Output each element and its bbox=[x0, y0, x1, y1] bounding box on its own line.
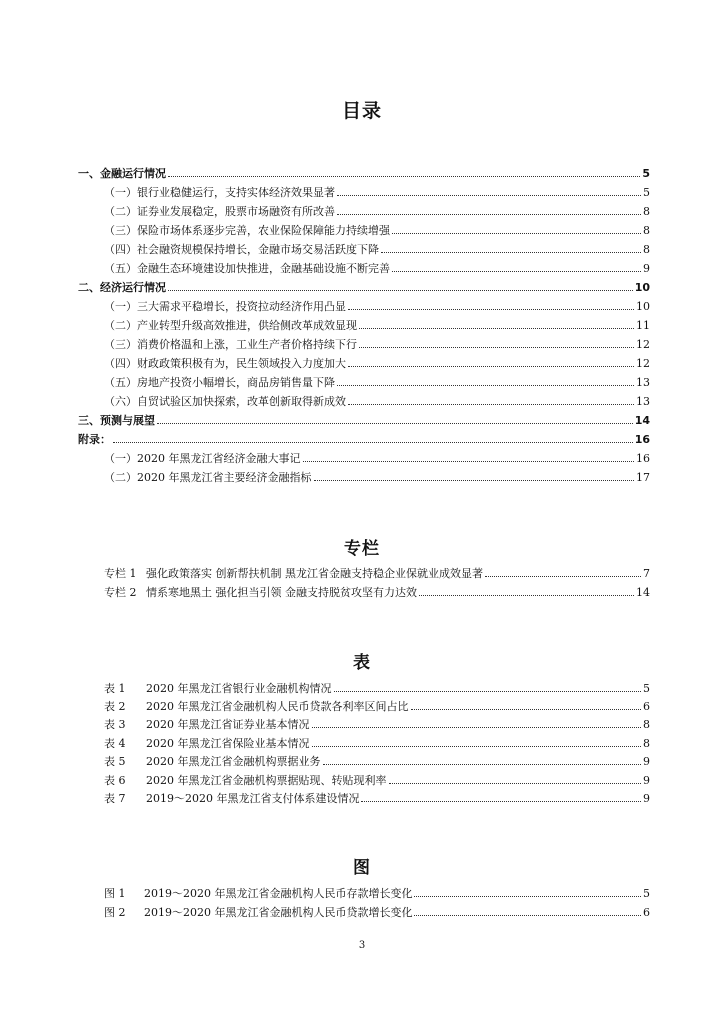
toc-entry-label: （四）财政政策积极有为，民生领域投入力度加大 bbox=[104, 357, 346, 370]
leader-dots bbox=[337, 383, 634, 386]
toc-entry-page: 8 bbox=[643, 224, 650, 237]
toc-entry[interactable] bbox=[104, 470, 650, 484]
toc-entry-page: 13 bbox=[636, 395, 650, 408]
table-entry-text: 2020 年黑龙江省银行业金融机构情况 bbox=[146, 682, 332, 695]
toc-entry[interactable] bbox=[104, 375, 650, 389]
toc-entry[interactable] bbox=[104, 185, 650, 199]
toc-entry[interactable] bbox=[104, 204, 650, 218]
table-entry-prefix: 表 4 bbox=[104, 737, 126, 750]
leader-dots bbox=[337, 193, 641, 196]
table-entry-text: 2020 年黑龙江省金融机构票据业务 bbox=[146, 755, 321, 768]
figure-entry-label bbox=[104, 887, 412, 900]
toc-entry-page: 17 bbox=[636, 471, 650, 484]
leader-dots bbox=[419, 593, 634, 596]
column-entry-label bbox=[104, 586, 417, 599]
toc-entry-page: 16 bbox=[634, 433, 650, 446]
leader-dots bbox=[312, 744, 642, 747]
toc-entry-label: （四）社会融资规模保持增长，金融市场交易活跃度下降 bbox=[104, 243, 379, 256]
toc-entry[interactable] bbox=[104, 318, 650, 332]
leader-dots bbox=[303, 459, 635, 462]
leader-dots bbox=[485, 574, 641, 577]
toc-entry[interactable] bbox=[104, 299, 650, 313]
leader-dots bbox=[389, 781, 642, 784]
leader-dots bbox=[392, 231, 641, 234]
table-entry-label bbox=[104, 755, 321, 768]
toc-entry-label: （六）自贸试验区加快探索，改革创新取得新成效 bbox=[104, 395, 346, 408]
leader-dots bbox=[359, 345, 634, 348]
toc-entry-label: 一、金融运行情况 bbox=[78, 167, 166, 180]
leader-dots bbox=[392, 269, 641, 272]
table-entry-text: 2020 年黑龙江省金融机构票据贴现、转贴现利率 bbox=[146, 774, 387, 787]
table-entry[interactable] bbox=[104, 736, 650, 750]
table-entry[interactable] bbox=[104, 717, 650, 731]
toc-entry-label: （五）房地产投资小幅增长，商品房销售量下降 bbox=[104, 376, 335, 389]
toc-entry[interactable] bbox=[78, 280, 650, 294]
toc-entry-page: 12 bbox=[636, 338, 650, 351]
table-entry[interactable] bbox=[104, 791, 650, 805]
table-entry-label bbox=[104, 718, 310, 731]
column-entry-page: 7 bbox=[643, 567, 650, 580]
column-entry-prefix: 专栏 2 bbox=[104, 586, 137, 599]
table-entry-page: 9 bbox=[643, 774, 650, 787]
column-entry-text: 强化政策落实 创新帮扶机制 黑龙江省金融支持稳企业保就业成效显著 bbox=[146, 567, 483, 580]
table-entry-page: 9 bbox=[643, 755, 650, 768]
table-entry-label bbox=[104, 682, 332, 695]
toc-entry-label: （一）银行业稳健运行，支持实体经济效果显著 bbox=[104, 186, 335, 199]
figure-entry-label bbox=[104, 906, 412, 919]
column-entry-label bbox=[104, 567, 483, 580]
leader-dots bbox=[323, 762, 642, 765]
figure-entry[interactable] bbox=[104, 905, 650, 919]
toc-entry[interactable] bbox=[78, 166, 650, 180]
toc-entry-label: （二）2020 年黑龙江省主要经济金融指标 bbox=[104, 471, 312, 484]
column-entry[interactable] bbox=[104, 566, 650, 580]
leader-dots bbox=[157, 421, 633, 424]
toc-entry-page: 9 bbox=[643, 262, 650, 275]
table-entry-label bbox=[104, 700, 409, 713]
toc-title: 目录 bbox=[341, 100, 382, 122]
toc-entry-label: （五）金融生态环境建设加快推进，金融基础设施不断完善 bbox=[104, 262, 390, 275]
table-entry-label bbox=[104, 737, 310, 750]
leader-dots bbox=[348, 402, 634, 405]
toc-entry-page: 10 bbox=[636, 300, 650, 313]
leader-dots bbox=[361, 799, 641, 802]
leader-dots bbox=[168, 288, 633, 291]
leader-dots bbox=[359, 326, 634, 329]
figure-entry-text: 2019～2020 年黑龙江省金融机构人民币贷款增长变化 bbox=[144, 906, 413, 919]
toc-entry[interactable] bbox=[104, 337, 650, 351]
table-entry[interactable] bbox=[104, 754, 650, 768]
column-entry[interactable] bbox=[104, 585, 650, 599]
table-entry-text: 2020 年黑龙江省证券业基本情况 bbox=[146, 718, 310, 731]
columns-title: 专栏 bbox=[344, 539, 380, 559]
table-entry-prefix: 表 3 bbox=[104, 718, 126, 731]
leader-dots bbox=[312, 725, 642, 728]
toc-entry[interactable] bbox=[104, 223, 650, 237]
toc-entry[interactable] bbox=[104, 242, 650, 256]
table-entry-page: 8 bbox=[643, 718, 650, 731]
toc-entry-page: 12 bbox=[636, 357, 650, 370]
table-entry-prefix: 表 2 bbox=[104, 700, 126, 713]
table-entry-text: 2020 年黑龙江省金融机构人民币贷款各利率区间占比 bbox=[146, 700, 409, 713]
toc-entry-page: 16 bbox=[636, 452, 650, 465]
leader-dots bbox=[414, 894, 641, 897]
table-entry-prefix: 表 5 bbox=[104, 755, 126, 768]
table-entry-prefix: 表 6 bbox=[104, 774, 126, 787]
figure-entry-page: 5 bbox=[643, 887, 650, 900]
table-entry-prefix: 表 7 bbox=[104, 792, 126, 805]
toc-entry-page: 8 bbox=[643, 205, 650, 218]
toc-entry[interactable] bbox=[104, 394, 650, 408]
leader-dots bbox=[348, 364, 634, 367]
figure-entry[interactable] bbox=[104, 886, 650, 900]
column-entry-text: 情系寒地黑土 强化担当引领 金融支持脱贫攻坚有力达效 bbox=[146, 586, 417, 599]
toc-entry[interactable] bbox=[104, 451, 650, 465]
tables-title: 表 bbox=[353, 653, 371, 673]
table-entry-page: 9 bbox=[643, 792, 650, 805]
leader-dots bbox=[113, 440, 633, 443]
toc-entry-page: 13 bbox=[636, 376, 650, 389]
figure-entry-page: 6 bbox=[643, 906, 650, 919]
toc-entry[interactable] bbox=[104, 261, 650, 275]
toc-entry-label: 附录： bbox=[78, 433, 111, 446]
leader-dots bbox=[414, 913, 641, 916]
toc-entry-label: （一）2020 年黑龙江省经济金融大事记 bbox=[104, 452, 301, 465]
toc-entry-label: 三、预测与展望 bbox=[78, 414, 155, 427]
table-entry-prefix: 表 1 bbox=[104, 682, 126, 695]
table-entry-page: 8 bbox=[643, 737, 650, 750]
leader-dots bbox=[168, 174, 640, 177]
table-entry[interactable] bbox=[104, 681, 650, 695]
figure-entry-prefix: 图 1 bbox=[104, 887, 126, 900]
leader-dots bbox=[334, 689, 642, 692]
table-entry[interactable] bbox=[104, 773, 650, 787]
leader-dots bbox=[314, 478, 635, 481]
toc-entry[interactable] bbox=[78, 413, 650, 427]
table-entry-page: 5 bbox=[643, 682, 650, 695]
figures-title: 图 bbox=[353, 858, 371, 878]
toc-entry-label: （二）产业转型升级高效推进，供给侧改革成效显现 bbox=[104, 319, 357, 332]
leader-dots bbox=[337, 212, 641, 215]
toc-entry-page: 11 bbox=[636, 319, 650, 332]
toc-entry-page: 14 bbox=[634, 414, 650, 427]
table-entry[interactable] bbox=[104, 699, 650, 713]
page-number: 3 bbox=[358, 940, 366, 951]
toc-entry-label: （三）保险市场体系逐步完善，农业保险保障能力持续增强 bbox=[104, 224, 390, 237]
leader-dots bbox=[411, 707, 642, 710]
toc-entry[interactable] bbox=[78, 432, 650, 446]
table-entry-label bbox=[104, 774, 387, 787]
toc-entry-page: 5 bbox=[643, 186, 650, 199]
column-entry-page: 14 bbox=[636, 586, 650, 599]
toc-entry-page: 5 bbox=[642, 167, 650, 180]
toc-entry-page: 10 bbox=[634, 281, 650, 294]
leader-dots bbox=[348, 307, 634, 310]
column-entry-prefix: 专栏 1 bbox=[104, 567, 137, 580]
table-entry-label bbox=[104, 792, 359, 805]
leader-dots bbox=[381, 250, 641, 253]
table-entry-text: 2020 年黑龙江省保险业基本情况 bbox=[146, 737, 310, 750]
table-entry-text: 2019～2020 年黑龙江省支付体系建设情况 bbox=[146, 792, 360, 805]
toc-entry[interactable] bbox=[104, 356, 650, 370]
toc-entry-label: 二、经济运行情况 bbox=[78, 281, 166, 294]
toc-entry-label: （三）消费价格温和上涨，工业生产者价格持续下行 bbox=[104, 338, 357, 351]
toc-entry-label: （一）三大需求平稳增长，投资拉动经济作用凸显 bbox=[104, 300, 346, 313]
toc-entry-label: （二）证券业发展稳定，股票市场融资有所改善 bbox=[104, 205, 335, 218]
figure-entry-prefix: 图 2 bbox=[104, 906, 126, 919]
figure-entry-text: 2019～2020 年黑龙江省金融机构人民币存款增长变化 bbox=[144, 887, 413, 900]
table-entry-page: 6 bbox=[643, 700, 650, 713]
toc-entry-page: 8 bbox=[643, 243, 650, 256]
